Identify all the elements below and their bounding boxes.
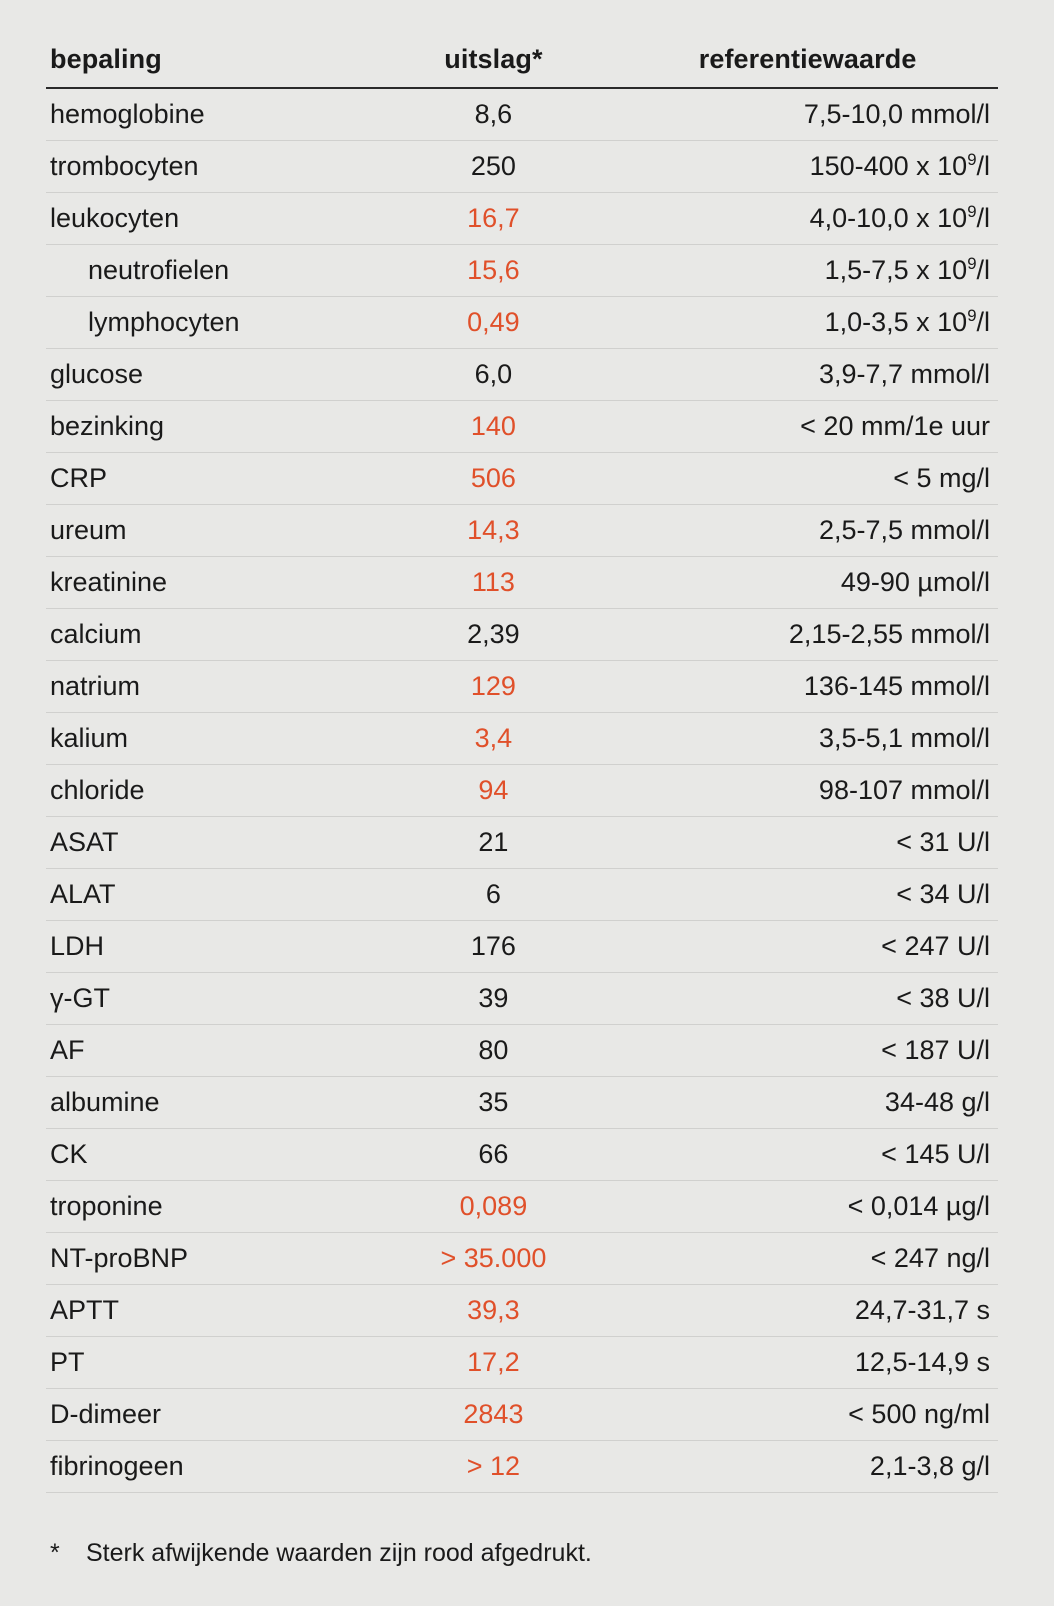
row-reference: 136-145 mmol/l [617, 661, 998, 713]
row-value: 39 [370, 973, 618, 1025]
footnote [46, 1539, 998, 1568]
row-value: 35 [370, 1077, 618, 1129]
footnote-marker: * [50, 1539, 60, 1567]
row-reference: 1,0-3,5 x $10^9/l$ [617, 297, 998, 349]
row-label: calcium [46, 609, 370, 661]
row-value: 506 [370, 453, 618, 505]
row-value: 176 [370, 921, 618, 973]
column-header-uitslag: uitslag* [370, 44, 618, 88]
row-reference: 49-90 µmol/l [617, 557, 998, 609]
table-row [46, 557, 998, 609]
row-value: 0,089 [370, 1181, 618, 1233]
row-value: 66 [370, 1129, 618, 1181]
row-reference: 98-107 mmol/l [617, 765, 998, 817]
row-label: trombocyten [46, 141, 370, 193]
table-row [46, 1233, 998, 1285]
row-value: 6,0 [370, 349, 618, 401]
row-label: fibrinogeen [46, 1441, 370, 1493]
table-row [46, 401, 998, 453]
row-reference: < 31 U/l [617, 817, 998, 869]
row-value: 2843 [370, 1389, 618, 1441]
row-label: ureum [46, 505, 370, 557]
table-row [46, 141, 998, 193]
row-reference: < 34 U/l [617, 869, 998, 921]
row-label: chloride [46, 765, 370, 817]
row-reference: 150-400 x $10^9/l$ [617, 141, 998, 193]
row-reference: 4,0-10,0 x $10^9/l$ [617, 193, 998, 245]
row-value: 94 [370, 765, 618, 817]
table-row [46, 1441, 998, 1493]
row-label: AF [46, 1025, 370, 1077]
lab-results-table [46, 44, 998, 1493]
table-row [46, 921, 998, 973]
row-reference: 2,5-7,5 mmol/l [617, 505, 998, 557]
row-label: APTT [46, 1285, 370, 1337]
row-reference: < 5 mg/l [617, 453, 998, 505]
table-row [46, 1025, 998, 1077]
table-row [46, 713, 998, 765]
table-row [46, 609, 998, 661]
row-reference: 3,9-7,7 mmol/l [617, 349, 998, 401]
row-reference: < 20 mm/1e uur [617, 401, 998, 453]
table-row [46, 765, 998, 817]
row-value: 3,4 [370, 713, 618, 765]
row-value: 21 [370, 817, 618, 869]
row-reference: 12,5-14,9 s [617, 1337, 998, 1389]
table-row [46, 505, 998, 557]
table-row [46, 1389, 998, 1441]
table-row [46, 297, 998, 349]
row-label: hemoglobine [46, 88, 370, 141]
table-row [46, 1077, 998, 1129]
row-label: neutrofielen [46, 245, 370, 297]
column-header-bepaling: bepaling [46, 44, 370, 88]
row-reference: 2,15-2,55 mmol/l [617, 609, 998, 661]
row-value: 80 [370, 1025, 618, 1077]
row-reference: < 187 U/l [617, 1025, 998, 1077]
row-value: 0,49 [370, 297, 618, 349]
row-value: > 12 [370, 1441, 618, 1493]
row-value: 113 [370, 557, 618, 609]
row-label: ALAT [46, 869, 370, 921]
row-reference: < 500 ng/ml [617, 1389, 998, 1441]
table-row [46, 1285, 998, 1337]
row-label: CRP [46, 453, 370, 505]
row-reference: < 247 U/l [617, 921, 998, 973]
row-value: 14,3 [370, 505, 618, 557]
table-row [46, 817, 998, 869]
table-row [46, 453, 998, 505]
row-value: 2,39 [370, 609, 618, 661]
row-label: bezinking [46, 401, 370, 453]
table-header-row [46, 44, 998, 88]
row-reference: < 0,014 µg/l [617, 1181, 998, 1233]
row-value: 15,6 [370, 245, 618, 297]
table-row [46, 245, 998, 297]
row-label: troponine [46, 1181, 370, 1233]
row-value: > 35.000 [370, 1233, 618, 1285]
row-label: lymphocyten [46, 297, 370, 349]
table-header [46, 44, 998, 88]
row-value: 16,7 [370, 193, 618, 245]
row-reference: < 145 U/l [617, 1129, 998, 1181]
row-label: CK [46, 1129, 370, 1181]
row-label: albumine [46, 1077, 370, 1129]
table-row [46, 661, 998, 713]
row-value: 39,3 [370, 1285, 618, 1337]
table-row [46, 88, 998, 141]
row-value: 250 [370, 141, 618, 193]
table-row [46, 349, 998, 401]
row-value: 6 [370, 869, 618, 921]
row-label: kalium [46, 713, 370, 765]
row-reference: 34-48 g/l [617, 1077, 998, 1129]
row-label: natrium [46, 661, 370, 713]
row-reference: 7,5-10,0 mmol/l [617, 88, 998, 141]
row-value: 129 [370, 661, 618, 713]
table-row [46, 1181, 998, 1233]
row-label: ASAT [46, 817, 370, 869]
table-row [46, 869, 998, 921]
row-label: kreatinine [46, 557, 370, 609]
row-reference: < 38 U/l [617, 973, 998, 1025]
table-row [46, 973, 998, 1025]
row-reference: 24,7-31,7 s [617, 1285, 998, 1337]
row-label: NT-proBNP [46, 1233, 370, 1285]
row-label: glucose [46, 349, 370, 401]
row-label: PT [46, 1337, 370, 1389]
table-row [46, 1337, 998, 1389]
row-reference: 1,5-7,5 x $10^9/l$ [617, 245, 998, 297]
table-row [46, 193, 998, 245]
row-reference: < 247 ng/l [617, 1233, 998, 1285]
row-reference: 2,1-3,8 g/l [617, 1441, 998, 1493]
row-label: D-dimeer [46, 1389, 370, 1441]
row-label: LDH [46, 921, 370, 973]
table-body [46, 88, 998, 1493]
table-row [46, 1129, 998, 1181]
row-value: 17,2 [370, 1337, 618, 1389]
row-label: leukocyten [46, 193, 370, 245]
row-label: γ-GT [46, 973, 370, 1025]
row-reference: 3,5-5,1 mmol/l [617, 713, 998, 765]
footnote-text: Sterk afwijkende waarden zijn rood afgedrukt. [86, 1539, 592, 1567]
row-value: 140 [370, 401, 618, 453]
row-value: 8,6 [370, 88, 618, 141]
column-header-referentiewaarde: referentiewaarde [617, 44, 998, 88]
